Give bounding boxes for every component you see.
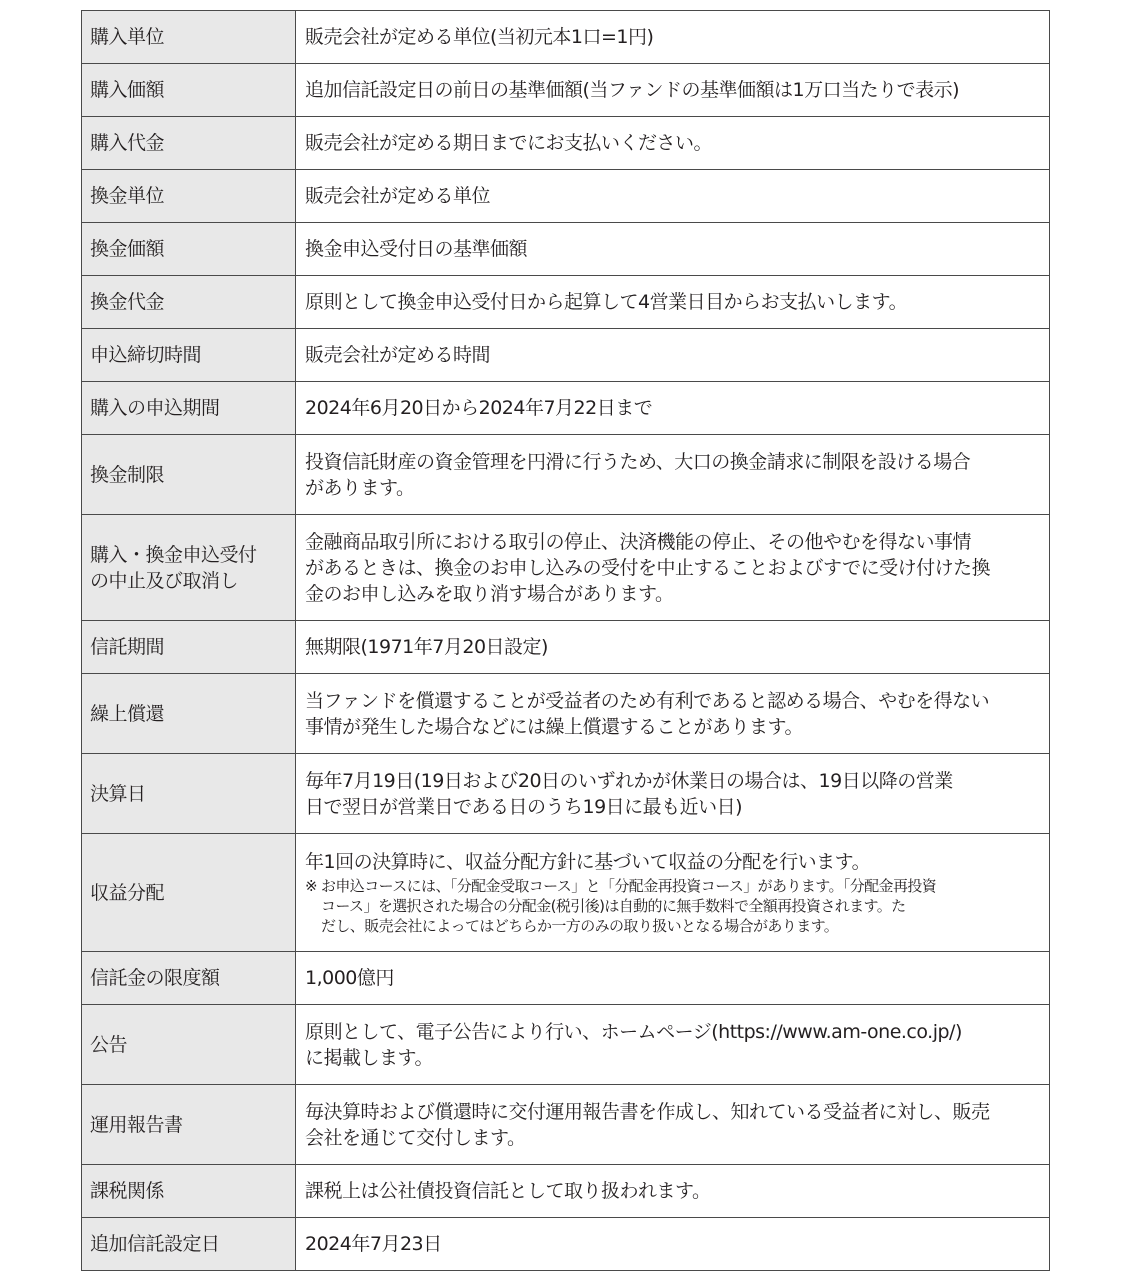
row-value: 日で翌日が営業日である日のうち19日に最も近い日): [305, 795, 743, 818]
row-value: 販売会社が定める単位: [305, 185, 491, 207]
table-row: [82, 515, 1050, 621]
row-label: 公告: [90, 1033, 128, 1056]
row-label-cell: [82, 834, 296, 952]
footnote-line: だし、販売会社によってはどちらか一方のみの取り扱いとなる場合があります。: [321, 917, 839, 935]
row-value-cell: [296, 435, 1050, 515]
row-value-cell: [296, 515, 1050, 621]
footnote-text: [321, 876, 1040, 936]
row-value: 原則として換金申込受付日から起算して4営業日目からお支払いします。: [305, 291, 908, 313]
row-label-cell: [82, 329, 296, 382]
table-row: [82, 1085, 1050, 1165]
row-value-cell: [296, 1085, 1050, 1165]
footnote-line: コース」を選択された場合の分配金(税引後)は自動的に無手数料で全額再投資されます。た: [321, 897, 906, 915]
row-label: 購入代金: [90, 132, 165, 154]
row-value-cell: [296, 11, 1050, 64]
row-value-cell: [296, 223, 1050, 276]
row-value: 無期限(1971年7月20日設定): [305, 636, 548, 658]
row-value-cell: [296, 64, 1050, 117]
row-label: 換金制限: [90, 463, 165, 486]
row-label: 課税関係: [90, 1180, 165, 1202]
row-value: 毎年7月19日(19日および20日のいずれかが休業日の場合は、19日以降の営業: [305, 769, 953, 792]
table-row: [82, 435, 1050, 515]
row-label: 購入・換金申込受付: [90, 543, 257, 566]
row-value: 投資信託財産の資金管理を円滑に行うため、大口の換金請求に制限を設ける場合: [305, 450, 971, 473]
row-label: 購入単位: [90, 26, 165, 48]
table-row: [82, 329, 1050, 382]
row-value: 当ファンドを償還することが受益者のため有利であると認める場合、やむを得ない: [305, 689, 990, 712]
table-row: [82, 11, 1050, 64]
row-value-cell: [296, 276, 1050, 329]
row-label: 信託期間: [90, 636, 165, 658]
row-value: 原則として、電子公告により行い、ホームページ(https://www.am-one.co.jp/): [305, 1020, 962, 1043]
row-value: 2024年7月23日: [305, 1233, 442, 1255]
row-label: 決算日: [90, 782, 146, 805]
row-label-cell: [82, 1218, 296, 1271]
row-label: 追加信託設定日: [90, 1233, 220, 1255]
row-label: 収益分配: [90, 881, 165, 904]
row-label-cell: [82, 1085, 296, 1165]
row-label-cell: [82, 11, 296, 64]
row-value-cell: [296, 834, 1050, 952]
row-value: があるときは、換金のお申し込みの受付を中止することおよびすでに受け付けた換: [305, 556, 991, 579]
row-label-cell: [82, 754, 296, 834]
row-value: 金融商品取引所における取引の停止、決済機能の停止、その他やむを得ない事情: [305, 530, 972, 553]
row-value: 販売会社が定める時間: [305, 344, 491, 366]
row-label-cell: [82, 64, 296, 117]
table-row: [82, 117, 1050, 170]
table-row: [82, 621, 1050, 674]
row-label: の中止及び取消し: [90, 569, 239, 592]
row-label-cell: [82, 515, 296, 621]
row-label: 換金単位: [90, 185, 165, 207]
row-label: 信託金の限度額: [90, 967, 220, 989]
table-body: [82, 11, 1050, 1271]
row-label-cell: [82, 1165, 296, 1218]
table-row: [82, 1165, 1050, 1218]
row-label-cell: [82, 117, 296, 170]
row-value-cell: [296, 621, 1050, 674]
row-label-cell: [82, 1005, 296, 1085]
row-value-cell: [296, 170, 1050, 223]
row-label-cell: [82, 674, 296, 754]
table-row: [82, 64, 1050, 117]
table-row: [82, 276, 1050, 329]
table-row: [82, 754, 1050, 834]
row-label: 運用報告書: [90, 1113, 183, 1136]
row-value-cell: [296, 754, 1050, 834]
table-row: [82, 1005, 1050, 1085]
row-label: 繰上償還: [90, 702, 165, 725]
table-row: [82, 834, 1050, 952]
row-value: 販売会社が定める単位(当初元本1口=1円): [305, 26, 654, 48]
footnote-mark: ※: [305, 877, 317, 895]
table-row: [82, 1218, 1050, 1271]
table-row: [82, 382, 1050, 435]
row-value: に掲載します。: [305, 1046, 433, 1069]
row-value: 年1回の決算時に、収益分配方針に基づいて収益の分配を行います。: [305, 851, 871, 873]
row-label: 換金価額: [90, 238, 165, 260]
row-label-cell: [82, 276, 296, 329]
row-label-cell: [82, 170, 296, 223]
row-value-cell: [296, 674, 1050, 754]
row-value: 2024年6月20日から2024年7月22日まで: [305, 397, 653, 419]
row-value-cell: [296, 1165, 1050, 1218]
row-label-cell: [82, 382, 296, 435]
table-row: [82, 223, 1050, 276]
row-value: 追加信託設定日の前日の基準価額(当ファンドの基準価額は1万口当たりで表示): [305, 79, 960, 101]
table-row: [82, 674, 1050, 754]
row-value-cell: [296, 382, 1050, 435]
row-value: 課税上は公社債投資信託として取り扱われます。: [305, 1180, 711, 1202]
row-value: があります。: [305, 476, 415, 499]
row-value: 換金申込受付日の基準価額: [305, 238, 528, 260]
table-row: [82, 952, 1050, 1005]
row-label: 換金代金: [90, 291, 165, 313]
row-label: 申込締切時間: [90, 344, 202, 366]
footnote-line: お申込コースには、「分配金受取コース」と「分配金再投資コース」があります。「分配金再投資: [321, 877, 937, 895]
row-label: 購入の申込期間: [90, 397, 220, 419]
row-value-cell: [296, 117, 1050, 170]
row-value: 販売会社が定める期日までにお支払いください。: [305, 132, 713, 154]
fund-summary-table: [81, 10, 1050, 1271]
row-label-cell: [82, 435, 296, 515]
row-label-cell: [82, 621, 296, 674]
row-value-cell: [296, 1005, 1050, 1085]
row-label-cell: [82, 952, 296, 1005]
row-value: 事情が発生した場合などには繰上償還することがあります。: [305, 715, 803, 738]
row-value: 金のお申し込みを取り消す場合があります。: [305, 582, 674, 605]
row-value-cell: [296, 952, 1050, 1005]
table-row: [82, 170, 1050, 223]
footnote: [305, 876, 1040, 936]
row-label-cell: [82, 223, 296, 276]
row-value: 毎決算時および償還時に交付運用報告書を作成し、知れている受益者に対し、販売: [305, 1100, 990, 1123]
row-label: 購入価額: [90, 79, 165, 101]
row-value-cell: [296, 1218, 1050, 1271]
row-value-cell: [296, 329, 1050, 382]
row-value: 1,000億円: [305, 967, 394, 989]
row-value: 会社を通じて交付します。: [305, 1126, 526, 1149]
